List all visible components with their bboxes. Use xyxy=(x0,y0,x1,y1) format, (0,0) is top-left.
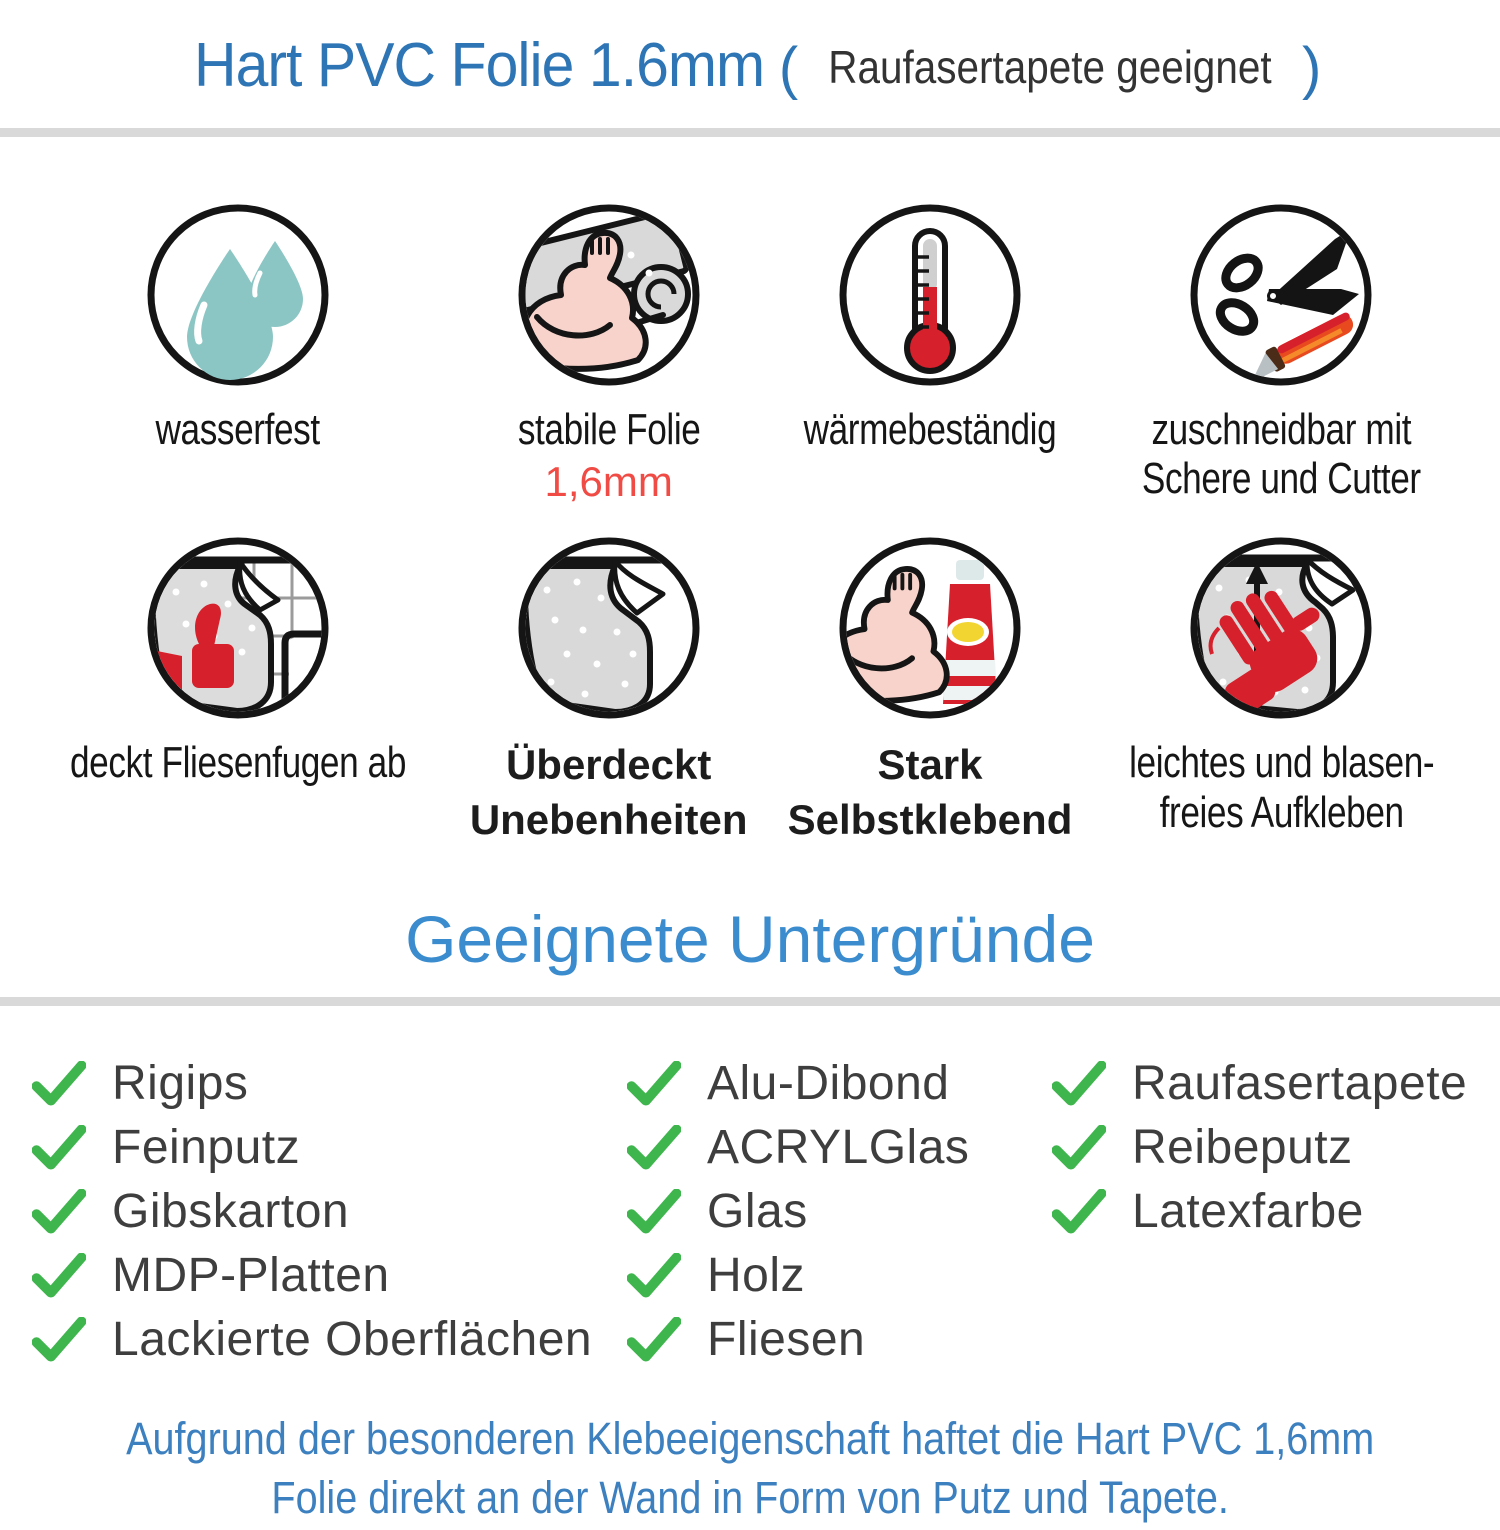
check-icon xyxy=(32,1253,86,1298)
check-icon xyxy=(627,1253,681,1298)
list-item xyxy=(32,1312,627,1367)
list-item-label: Reibeputz xyxy=(1132,1121,1353,1175)
paren-close: ) xyxy=(1301,36,1322,101)
list-item-label: Holz xyxy=(707,1249,806,1303)
surfaces-column-3 xyxy=(1052,1056,1490,1376)
feature-label: wasserfest xyxy=(155,405,321,454)
list-item xyxy=(32,1184,627,1239)
feature-aufkleben xyxy=(1091,532,1472,847)
divider-surfaces xyxy=(0,997,1500,1006)
list-item-label: Feinputz xyxy=(112,1121,301,1175)
muscle-glue-icon xyxy=(834,532,1026,724)
water-drops-icon xyxy=(142,199,334,391)
list-item-label: Lackierte Oberflächen xyxy=(112,1313,593,1367)
list-item xyxy=(627,1248,1052,1303)
list-item xyxy=(627,1056,1052,1111)
list-item xyxy=(627,1120,1052,1175)
list-item-label: ACRYLGlas xyxy=(707,1121,970,1175)
hand-smooth-icon xyxy=(1185,532,1377,724)
list-item-label: Gibskarton xyxy=(112,1185,350,1239)
check-icon xyxy=(1052,1189,1106,1234)
list-item xyxy=(1052,1056,1490,1111)
list-item xyxy=(32,1248,627,1303)
check-icon xyxy=(1052,1125,1106,1170)
surfaces-list xyxy=(0,1056,1500,1376)
list-item-label: Alu-Dibond xyxy=(707,1057,950,1111)
feature-unebenheiten xyxy=(448,532,769,847)
tile-thumb-icon xyxy=(142,532,334,724)
paren-open: ( xyxy=(778,36,799,101)
foil-fold-icon xyxy=(513,532,705,724)
list-item xyxy=(32,1120,627,1175)
list-item-label: MDP-Platten xyxy=(112,1249,390,1303)
check-icon xyxy=(32,1189,86,1234)
surfaces-column-2 xyxy=(627,1056,1052,1376)
feature-label: Stark Selbstklebend xyxy=(787,741,1073,843)
feature-label: Überdeckt Unebenheiten xyxy=(469,741,748,843)
check-icon xyxy=(32,1125,86,1170)
page-title-note: Raufasertapete geeignet xyxy=(828,41,1272,93)
list-item-label: Latexfarbe xyxy=(1132,1185,1364,1239)
scissors-cutter-icon xyxy=(1185,199,1377,391)
list-item-label: Rigips xyxy=(112,1057,249,1111)
list-item-label: Glas xyxy=(707,1185,808,1239)
list-item xyxy=(627,1184,1052,1239)
list-item xyxy=(627,1312,1052,1367)
check-icon xyxy=(627,1061,681,1106)
page-title xyxy=(0,30,1500,106)
feature-fliesenfugen xyxy=(28,532,448,847)
feature-grid xyxy=(0,137,1500,847)
feature-label: deckt Fliesenfugen ab xyxy=(70,738,407,788)
feature-zuschneidbar xyxy=(1091,199,1472,506)
feature-label: zuschneidbar mit Schere und Cutter xyxy=(1141,405,1421,504)
list-item-label: Raufasertapete xyxy=(1132,1057,1468,1111)
divider-top xyxy=(0,128,1500,137)
surfaces-column-1 xyxy=(32,1056,627,1376)
feature-label: stabile Folie xyxy=(517,405,700,454)
check-icon xyxy=(627,1189,681,1234)
adhesion-note-text: Aufgrund der besonderen Klebeeigenschaft haftet die Hart PVC 1,6mm Folie direkt an der Wand in Form von Putz und Tapete. xyxy=(125,1413,1375,1523)
check-icon xyxy=(32,1317,86,1362)
feature-label: wärmebeständig xyxy=(803,405,1057,454)
adhesion-note xyxy=(0,1410,1500,1527)
surfaces-heading: Geeignete Untergründe xyxy=(405,902,1095,977)
feature-selbstklebend xyxy=(769,532,1090,847)
feature-label: leichtes und blasen- freies Aufkleben xyxy=(1128,738,1434,837)
feature-waermebestaendig xyxy=(769,199,1090,506)
check-icon xyxy=(1052,1061,1106,1106)
thickness-value: 1,6mm xyxy=(544,458,673,506)
list-item xyxy=(1052,1120,1490,1175)
list-item xyxy=(32,1056,627,1111)
check-icon xyxy=(627,1317,681,1362)
check-icon xyxy=(32,1061,86,1106)
list-item xyxy=(1052,1184,1490,1239)
page-title-main: Hart PVC Folie 1.6mm xyxy=(193,31,764,100)
feature-stabile-folie xyxy=(448,199,769,506)
list-item-label: Fliesen xyxy=(707,1313,866,1367)
thermometer-icon xyxy=(834,199,1026,391)
check-icon xyxy=(627,1125,681,1170)
muscle-foil-icon xyxy=(513,199,705,391)
feature-wasserfest xyxy=(28,199,448,506)
product-infographic xyxy=(0,30,1500,1530)
